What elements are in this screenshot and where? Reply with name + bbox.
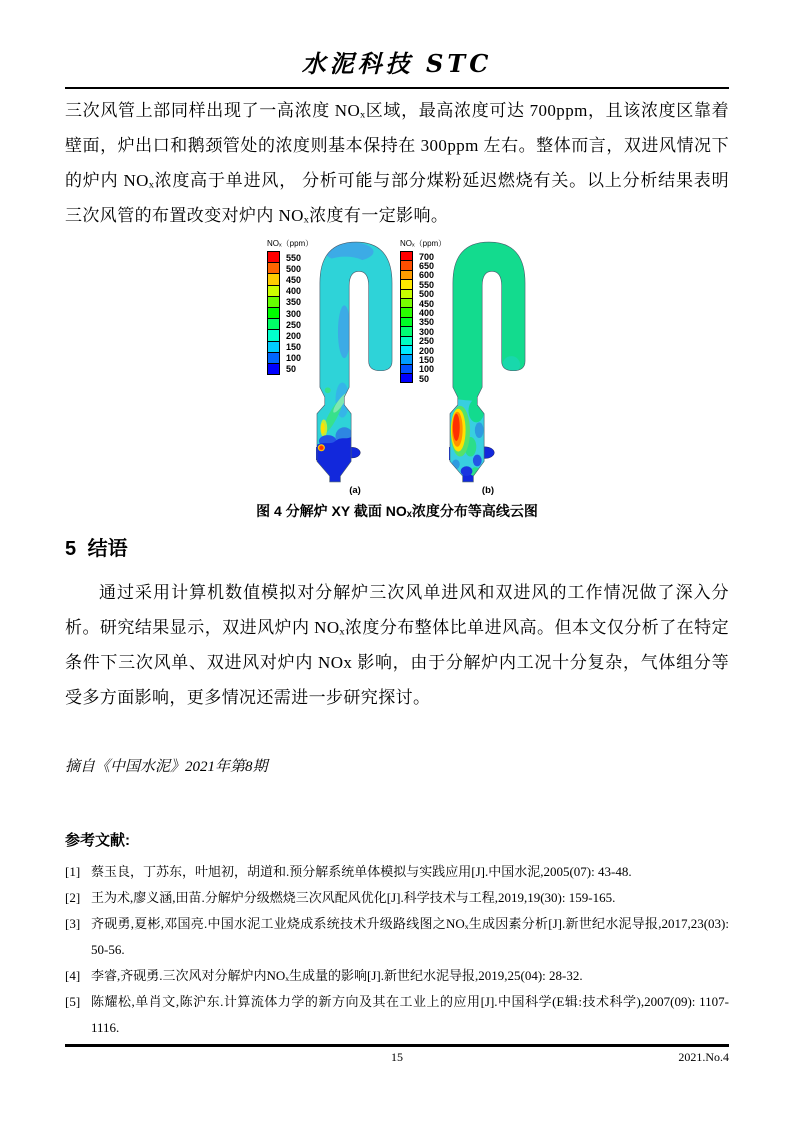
legend-level: 550 [419,279,435,290]
legend-colorbar-a [267,252,313,375]
legend-level: 150 [286,342,302,353]
reference-marker: [3] [65,916,81,931]
figure-caption: 图 4 分解炉 XY 截面 NOₓ浓度分布等高线云图 [256,503,538,519]
reference-marker: [5] [65,994,81,1009]
legend-level: 250 [419,336,435,347]
legend-level: 100 [419,364,435,375]
panel-label-b: (b) [481,485,495,496]
panel-label-a: (a) [349,485,361,496]
section-heading: 5 结语 [65,538,128,560]
reference-item [65,963,729,989]
legend-level: 50 [419,373,430,384]
contour-panel-b [400,239,527,496]
legend-entry [267,364,313,375]
legend-entry [400,374,446,383]
legend-level: 150 [419,355,435,365]
page-footer [65,1044,729,1068]
legend-level: 50 [286,364,297,375]
legend-level: 300 [419,326,435,337]
legend-level: 400 [286,286,302,297]
legend-b [400,239,446,383]
legend-colorbar-b [400,252,446,383]
reference-marker: [1] [65,864,81,879]
references-list [65,859,729,1041]
reference-item [65,989,729,1041]
figure-panels [65,239,729,496]
legend-level: 400 [419,308,435,319]
reference-marker: [2] [65,890,81,905]
legend-level: 450 [286,274,302,285]
reference-item [65,885,729,911]
paragraph-nox-analysis: 三次风管上部同样出现了一高浓度 NOₓ区域，最高浓度可达 700ppm，且该浓度区靠着壁面，炉出口和鹅颈管处的浓度则基本保持在 300ppm 左右。整体而言，双进风情况下的炉内 NOₓ浓度高于单进风， 分析可能与部分煤粉延迟燃烧有关。以上分析结果表明三次风管的布置改变对炉内 NOₓ浓度有一定影响。 [65,101,729,225]
reference-marker: [4] [65,968,81,983]
reference-text: 陈耀松,单肖文,陈沪东.计算流体力学的新方向及其在工业上的应用[J].中国科学(E辑:技术科学),2007(09): 1107-1116. [91,994,729,1035]
legend-level: 500 [419,289,435,300]
figure-4 [65,239,729,520]
legend-level: 350 [419,317,435,328]
legend-level: 550 [286,252,302,263]
legend-level: 300 [286,308,302,319]
footer-rule [65,1044,729,1047]
contour-plot-b [449,239,527,483]
legend-level: 250 [286,319,302,330]
journal-title: 水泥科技 STC [301,49,493,78]
reference-text: 李睿,齐砚勇.三次风对分解炉内NOₓ生成量的影响[J].新世纪水泥导报,2019,25(04): 28-32. [91,968,583,983]
legend-swatch [267,363,280,375]
legend-a [267,239,313,375]
header-rule [65,87,729,89]
paragraph-conclusion: 通过采用计算机数值模拟对分解炉三次风单进风和双进风的工作情况做了深入分析。研究结果显示，双进风炉内 NOₓ浓度分布整体比单进风高。但本文仅分析了在特定条件下三次风单、双进风对炉内 NOx 影响，由于分解炉内工况十分复杂，气体组分等受多方面影响，更多情况还需进一步研究探讨。 [65,583,729,707]
source-note: 摘自《中国水泥》2021年第8期 [65,759,268,775]
legend-title-b: NOₓ（ppm） [400,239,447,248]
reference-text: 王为术,廖义涵,田苗.分解炉分级燃烧三次风配风优化[J].科学技术与工程,2019,19(30): 159-165. [91,890,616,905]
references-heading: 参考文献: [65,832,130,849]
page-number: 15 [391,1050,403,1064]
legend-level: 200 [286,330,302,341]
reference-item [65,911,729,963]
contour-plot-a [316,239,394,483]
legend-level: 500 [286,263,302,274]
legend-level: 200 [419,345,435,356]
reference-item [65,859,729,885]
reference-text: 齐砚勇,夏彬,邓国亮.中国水泥工业烧成系统技术升级路线图之NOₓ生成因素分析[J].新世纪水泥导报,2017,23(03): 50-56. [91,916,729,957]
legend-swatch [400,373,413,383]
legend-level: 350 [286,297,302,308]
contour-panel-a [267,239,394,496]
legend-level: 700 [419,251,435,262]
legend-title-a: NOₓ（ppm） [267,239,314,248]
reference-text: 蔡玉良，丁苏东，叶旭初，胡道和.预分解系统单体模拟与实践应用[J].中国水泥,2005(07): 43-48. [91,864,632,879]
legend-level: 450 [419,298,435,309]
legend-level: 600 [419,270,435,281]
legend-level: 650 [419,261,435,272]
issue-label: 2021.No.4 [678,1050,729,1064]
legend-level: 100 [286,353,302,364]
